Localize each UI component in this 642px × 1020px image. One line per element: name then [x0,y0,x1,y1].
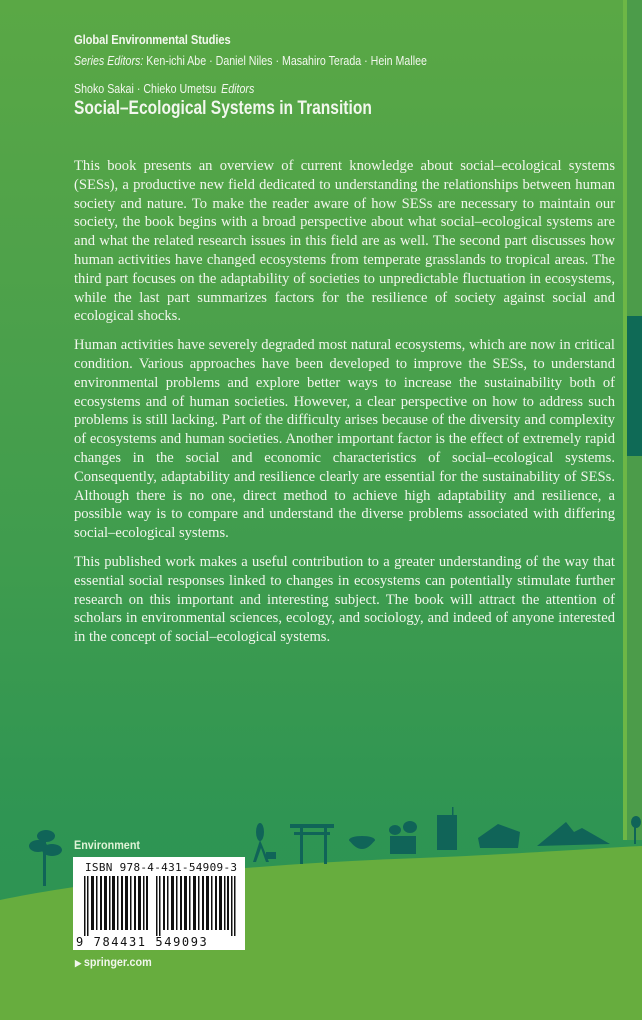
series-editors [74,51,517,70]
satellite-dish-icon [253,823,276,862]
blurb-paragraph: This published work makes a useful contribution to a greater understanding of the way that essential social responses linked to changes in ecosystems can potentially stimulate further research on this important and interesting subject. The book will attract the attention of scholars in environmental sciences, ecology, and sociology, and indeed of anyone interested in the concept of social–ecological systems. [74,553,615,646]
volume-editors-names: Shoko Sakai · Chieko Umetsu [74,81,217,96]
volume-editors-role: Editors [221,81,255,96]
blurb-paragraph: Human activities have severely degraded most natural ecosystems, which are now in critical condition. Various approaches have been developed to improve the SESs, to understand environmental problems and explore better ways to increase the sustainability both of ecosystems and of human societies. However, a clear perspective on how to address such problems is still lacking. Part of the difficulty arises because of the diversity and complexity of ecosystems and human societies. Another important factor is the effect of extremely rapid changes in the social and economic characteristics of social–ecological systems. Consequently, adaptability and resilience clearly are essential for the sustainability of SESs. Although there is no one, direct method to achieve high adaptability and resilience, a possible way is to compare and understand the diverse problems associated with differing social–ecological systems. [74,337,615,542]
series-editors-names: Ken-ichi Abe · Daniel Niles · Masahiro Terada · Hein Mallee [146,53,427,68]
spine-tree-icon [631,816,641,844]
barcode-bars [84,876,236,936]
series-editors-label: Series Editors: [74,53,144,68]
isbn-barcode [73,857,245,950]
book-title: Social–Ecological Systems in Transition [74,98,372,119]
blurb-paragraph: This book presents an overview of current knowledge about social–ecological systems (SESs), a productive new field dedicated to understanding the relationships between human society and nature. To make the reader aware of how SESs are necessary to maintain our society, the book begins with a broad perspective about what social–ecological systems are and what the related research issues in this field are as well. The second part discusses how human activities have changed ecosystems from temperate grasslands to tropical areas. The third part focuses on the adaptability of societies to unpredictable fluctuation in ecosystems, while the last part summarizes factors for the resilience of society against social and ecological shocks. [74,158,615,325]
factory-icon [389,821,417,854]
subject-category: Environment [74,838,141,852]
publisher-website-link[interactable] [75,955,152,969]
blurb [74,157,615,657]
torii-gate-icon [290,824,334,864]
isbn-number: ISBN 978-4-431-54909-3 [85,861,238,874]
bowl-icon [349,836,375,849]
series-title: Global Environmental Studies [74,32,231,47]
house-icon [478,824,520,848]
triangle-arrow-icon: ▶ [75,958,82,968]
tree-icon [29,830,62,886]
volume-editors [74,79,517,98]
cover-header [74,31,614,120]
spine-color-tab [627,316,642,456]
building-icon [437,807,457,850]
mountain-icon [537,822,610,846]
barcode-digits: 9 784431 549093 [76,935,209,949]
website-label: springer.com [83,955,152,969]
